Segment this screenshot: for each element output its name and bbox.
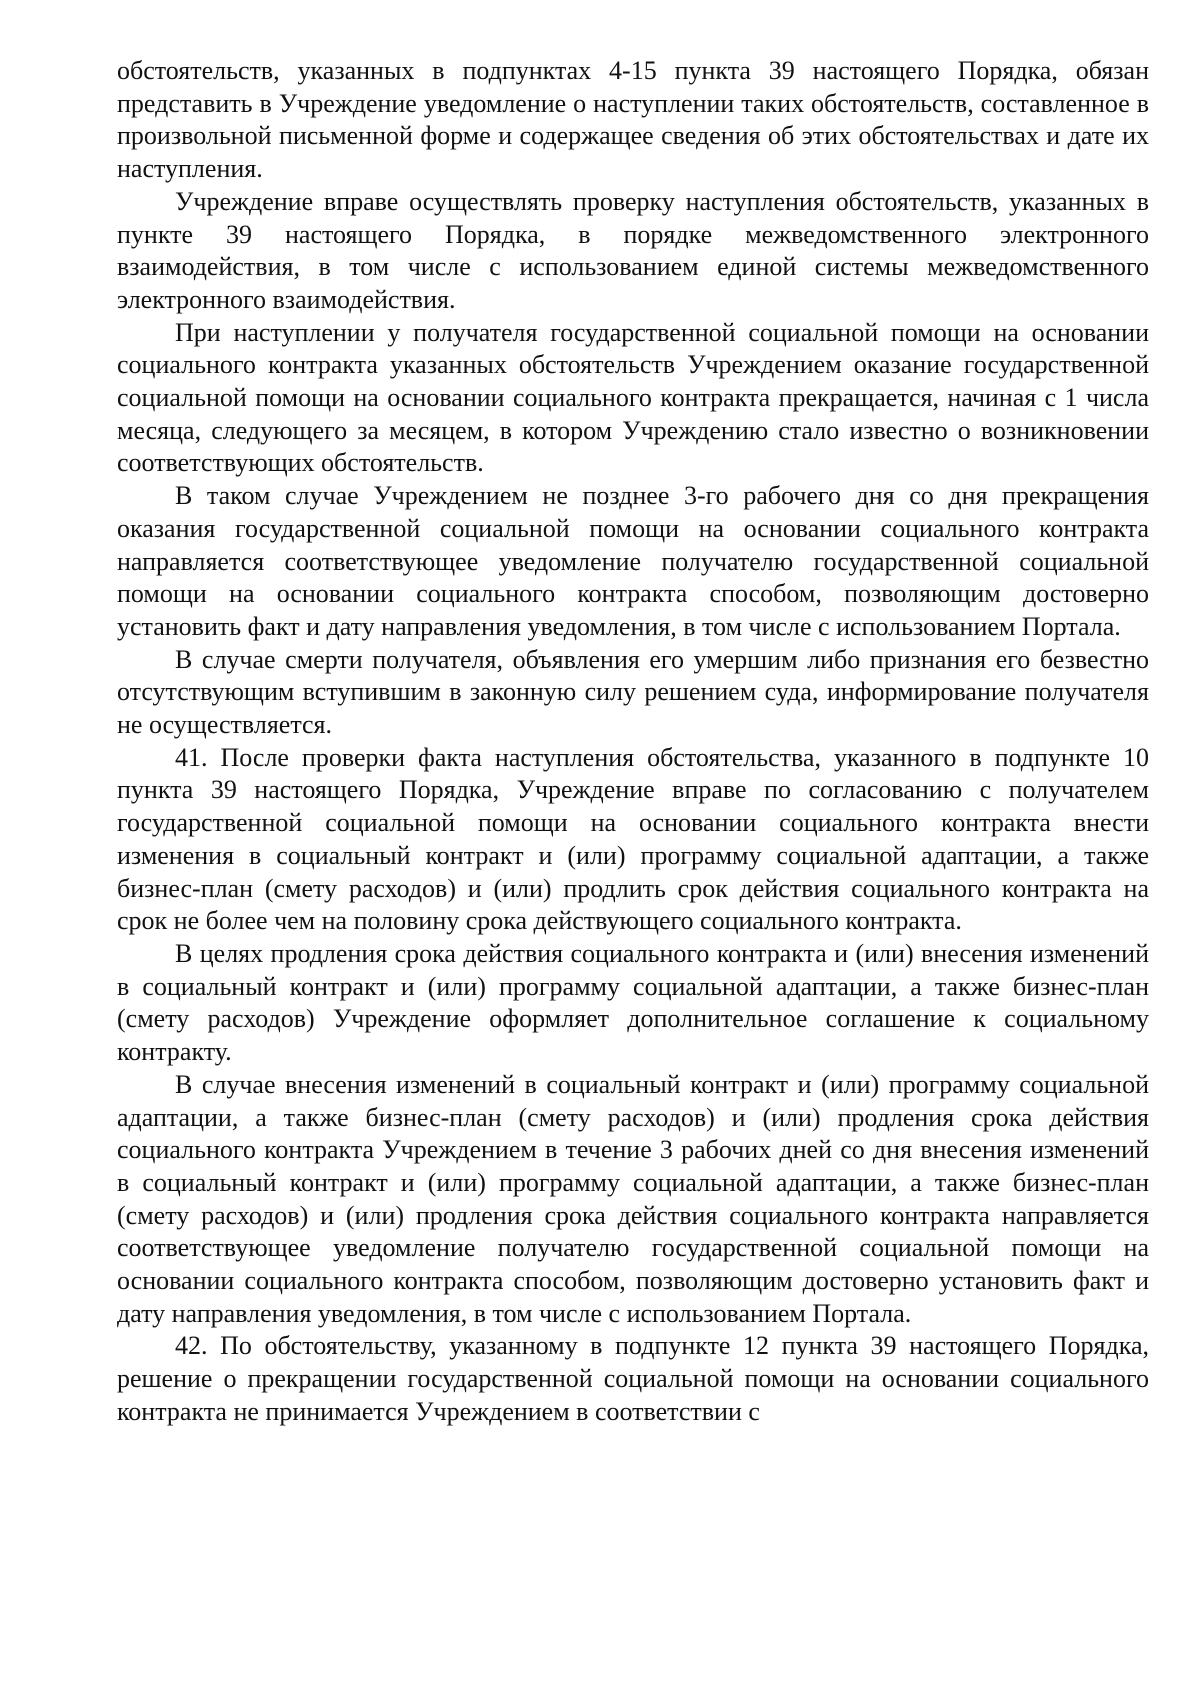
paragraph-termination: При наступлении у получателя государственной социальной помощи на основании социального контракта указанных обстоятельств Учреждением оказание государственной социальной помощи на основании социального контракта прекращается, начиная с 1 числа месяца, следующего за месяцем, в котором Учреждению стало известно о возникновении соответствующих обстоятельств. [117,317,1149,478]
paragraph-extension: В целях продления срока действия социального контракта и (или) внесения изменений в социальный контракт и (или) программу социальной адаптации, а также бизнес-план (смету расходов) Учреждение оформляет дополнительное соглашение к социальному контракту. [117,938,1149,1067]
paragraph-item-41: 41. После проверки факта наступления обстоятельства, указанного в подпункте 10 пункта 39 настоящего Порядка, Учреждение вправе по согласованию с получателем государственной социальной помощи на основании социального контракта внести изменения в социальный контракт и (или) программу социальной адаптации, а также бизнес-план (смету расходов) и (или) продлить срок действия социального контракта на срок не более чем на половину срока действующего социального контракта. [117,742,1149,936]
document-body [117,55,1149,1429]
paragraph-continuation: обстоятельств, указанных в подпунктах 4-15 пункта 39 настоящего Порядка, обязан представить в Учреждение уведомление о наступлении таких обстоятельств, составленное в произвольной письменной форме и содержащее сведения об этих обстоятельствах и дате их наступления. [117,56,1149,184]
paragraph-changes-notification: В случае внесения изменений в социальный контракт и (или) программу социальной адаптации, а также бизнес-план (смету расходов) и (или) продления срока действия социального контракта Учреждением в течение 3 рабочих дней со дня внесения изменений в социальный контракт и (или) программу социальной адаптации, а также бизнес-план (смету расходов) и (или) продления срока действия социального контракта направляется соответствующее уведомление получателю государственной социальной помощи на основании социального контракта способом, позволяющим достоверно установить факт и дату направления уведомления, в том числе с использованием Портала. [117,1069,1149,1328]
paragraph-item-42: 42. По обстоятельству, указанному в подпункте 12 пункта 39 настоящего Порядка, решение о прекращении государственной социальной помощи на основании социального контракта не принимается Учреждением в соответствии с [117,1331,1149,1426]
paragraph-verification: Учреждение вправе осуществлять проверку наступления обстоятельств, указанных в пункте 39 настоящего Порядка, в порядке межведомственного электронного взаимодействия, в том числе с использованием единой системы межведомственного электронного взаимодействия. [117,186,1149,314]
paragraph-notification: В таком случае Учреждением не позднее 3-го рабочего дня со дня прекращения оказания государственной социальной помощи на основании социального контракта направляется соответствующее уведомление получателю государственной социальной помощи на основании социального контракта способом, позволяющим достоверно установить факт и дату направления уведомления, в том числе с использованием Портала. [117,481,1149,641]
paragraph-death-case: В случае смерти получателя, объявления его умершим либо признания его безвестно отсутствующим вступившим в законную силу решением суда, информирование получателя не осуществляется. [117,644,1149,740]
